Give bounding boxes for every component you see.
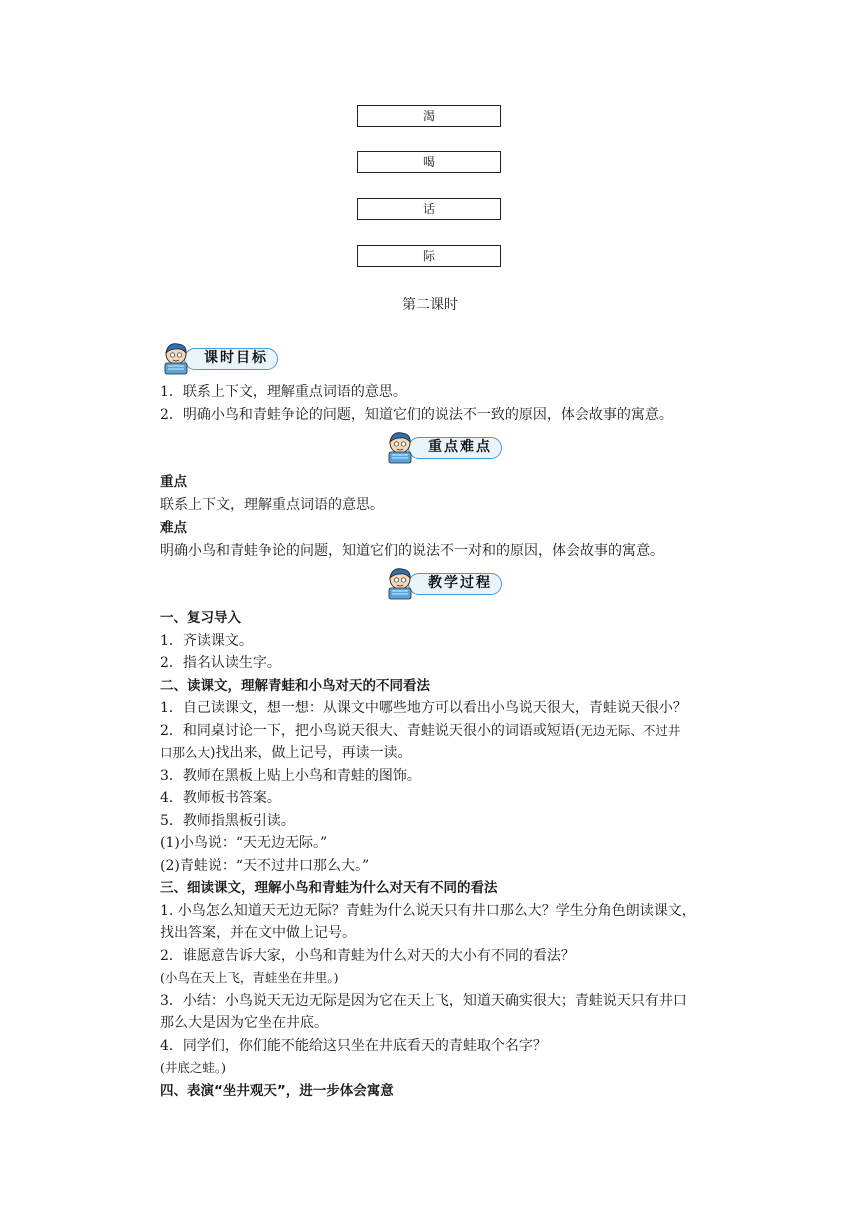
section-1-item-1: 1．齐读课文。 (160, 633, 253, 649)
difficult-label: 难点 (160, 520, 187, 536)
key-label: 重点 (160, 474, 187, 490)
section-2-item-2-cont (160, 742, 411, 764)
objective-1: 1．联系上下文，理解重点词语的意思。 (160, 384, 407, 400)
section-2-quote-1: (1)小鸟说：“天无边无际。” (160, 835, 328, 851)
section-3-answer-4: (井底之蛙。) (160, 1060, 227, 1075)
key-points-badge (384, 430, 504, 464)
key-points-badge-label: 重点难点 (408, 437, 502, 459)
section-3-item-2: 2．谁愿意告诉大家，小鸟和青蛙为什么对天的大小有不同的看法？ (160, 948, 575, 964)
process-badge (384, 566, 504, 600)
section-3-answer-2: (小鸟在天上飞，青蛙坐在井里。) (160, 970, 339, 985)
objectives-badge (160, 341, 280, 375)
section-2-item-2-note: 无边无际、不过井 (580, 723, 681, 738)
section-2-quote-2: (2)青蛙说：“天不过井口那么大。” (160, 858, 370, 874)
section-3-item-4: 4．同学们，你们能不能给这只坐在井底看天的青蛙取个名字？ (160, 1038, 547, 1054)
section-1-item-2: 2．指名认读生字。 (160, 655, 281, 671)
section-2-item-2-text: 2．和同桌讨论一下，把小鸟说天很大、青蛙说天很小的词语或短语( (160, 723, 581, 739)
char-box-3: 话 (357, 198, 501, 220)
section-1-title: 一、复习导入 (160, 610, 241, 626)
section-2-item-4: 4．教师板书答案。 (160, 790, 281, 806)
student-mascot-icon (384, 566, 420, 600)
section-3-item-1-cont: 找出答案，并在文中做上记号。 (160, 925, 356, 941)
process-badge-label: 教学过程 (408, 573, 502, 595)
section-2-item-2-note-cont: 口那么大 (160, 745, 211, 760)
key-text: 联系上下文，理解重点词语的意思。 (160, 497, 384, 513)
section-2-item-1: 1．自己读课文，想一想：从课文中哪些地方可以看出小鸟说天很大，青蛙说天很小？ (160, 700, 687, 716)
section-2-item-5: 5．教师指黑板引读。 (160, 813, 295, 829)
section-2-item-3: 3．教师在黑板上贴上小鸟和青蛙的图饰。 (160, 768, 421, 784)
student-mascot-icon (384, 430, 420, 464)
section-3-item-1: 1. 小鸟怎么知道天无边无际？青蛙为什么说天只有井口那么大？学生分角色朗读课文， (160, 903, 696, 919)
student-mascot-icon (160, 341, 196, 375)
char-box-4: 际 (357, 245, 501, 267)
char-box-2: 喝 (357, 151, 501, 173)
section-2-title: 二、读课文，理解青蛙和小鸟对天的不同看法 (160, 678, 430, 694)
section-3-title: 三、细读课文，理解小鸟和青蛙为什么对天有不同的看法 (160, 880, 498, 896)
lesson-title: 第二课时 (402, 297, 458, 313)
section-2-item-2 (160, 720, 680, 742)
section-3-item-3-cont: 那么大是因为它坐在井底。 (160, 1015, 328, 1031)
difficult-text: 明确小鸟和青蛙争论的问题，知道它们的说法不一对和的原因，体会故事的寓意。 (160, 543, 664, 559)
section-3-item-3: 3．小结：小鸟说天无边无际是因为它在天上飞，知道天确实很大；青蛙说天只有井口 (160, 993, 687, 1009)
char-box-1: 渴 (357, 105, 501, 127)
objectives-badge-label: 课时目标 (184, 348, 278, 370)
section-2-item-2-text-cont: )找出来，做上记号，再读一读。 (210, 745, 412, 761)
section-4-title: 四、表演“坐井观天”，进一步体会寓意 (160, 1083, 394, 1099)
objective-2: 2．明确小鸟和青蛙争论的问题，知道它们的说法不一致的原因，体会故事的寓意。 (160, 407, 673, 423)
